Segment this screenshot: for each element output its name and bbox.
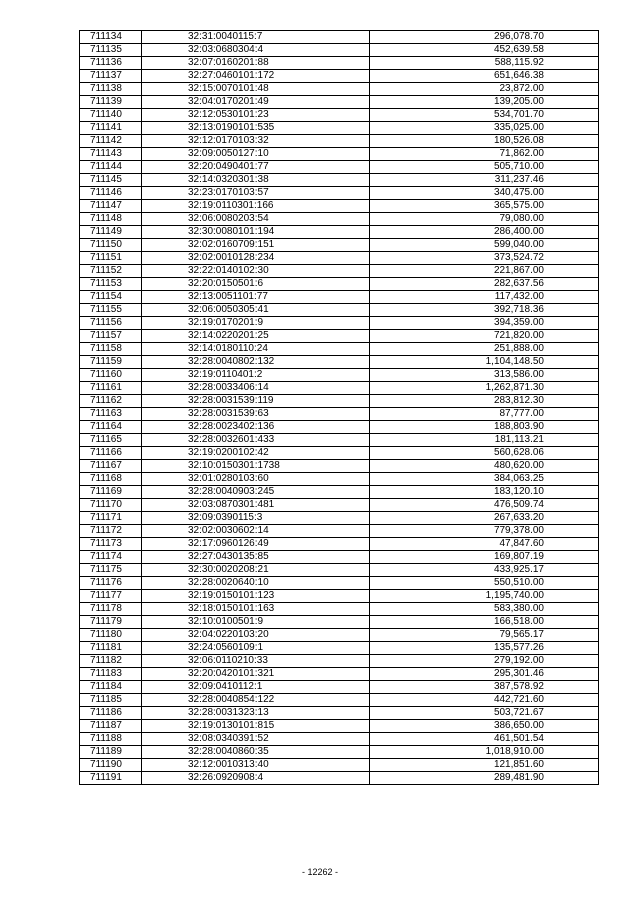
cadastral-number-cell: 32:19:0110301:166 <box>142 200 370 213</box>
table-row <box>80 421 599 434</box>
table-row <box>80 252 599 265</box>
amount-cell: 1,104,148.50 <box>370 356 599 369</box>
amount-cell: 289,481.90 <box>370 772 599 785</box>
cadastral-number-cell: 32:06:0110210:33 <box>142 655 370 668</box>
cadastral-number-cell: 32:22:0140102:30 <box>142 265 370 278</box>
table-row <box>80 57 599 70</box>
amount-cell: 560,628.06 <box>370 447 599 460</box>
cadastral-number-cell: 32:28:0031323:13 <box>142 707 370 720</box>
row-id-cell: 711137 <box>80 70 142 83</box>
table-row <box>80 356 599 369</box>
cadastral-number-cell: 32:28:0031539:63 <box>142 408 370 421</box>
row-id-cell: 711180 <box>80 629 142 642</box>
table-row <box>80 486 599 499</box>
amount-cell: 779,378.00 <box>370 525 599 538</box>
row-id-cell: 711161 <box>80 382 142 395</box>
row-id-cell: 711139 <box>80 96 142 109</box>
amount-cell: 47,847.60 <box>370 538 599 551</box>
cadastral-number-cell: 32:10:0100501:9 <box>142 616 370 629</box>
amount-cell: 386,650.00 <box>370 720 599 733</box>
amount-cell: 461,501.54 <box>370 733 599 746</box>
cadastral-number-cell: 32:28:0032601:433 <box>142 434 370 447</box>
amount-cell: 188,803.90 <box>370 421 599 434</box>
amount-cell: 71,862.00 <box>370 148 599 161</box>
cadastral-number-cell: 32:14:0320301:38 <box>142 174 370 187</box>
cadastral-number-cell: 32:04:0220103:20 <box>142 629 370 642</box>
amount-cell: 282,637.56 <box>370 278 599 291</box>
data-table <box>79 30 599 785</box>
amount-cell: 221,867.00 <box>370 265 599 278</box>
amount-cell: 387,578.92 <box>370 681 599 694</box>
row-id-cell: 711154 <box>80 291 142 304</box>
row-id-cell: 711169 <box>80 486 142 499</box>
table-row <box>80 603 599 616</box>
row-id-cell: 711179 <box>80 616 142 629</box>
table-row <box>80 577 599 590</box>
row-id-cell: 711174 <box>80 551 142 564</box>
amount-cell: 139,205.00 <box>370 96 599 109</box>
table-row <box>80 408 599 421</box>
table-row <box>80 720 599 733</box>
row-id-cell: 711160 <box>80 369 142 382</box>
table-row <box>80 135 599 148</box>
table-row <box>80 109 599 122</box>
row-id-cell: 711184 <box>80 681 142 694</box>
cadastral-number-cell: 32:26:0920908:4 <box>142 772 370 785</box>
cadastral-number-cell: 32:31:0040115:7 <box>142 31 370 44</box>
cadastral-number-cell: 32:28:0020640:10 <box>142 577 370 590</box>
table-row <box>80 317 599 330</box>
amount-cell: 180,526.08 <box>370 135 599 148</box>
cadastral-number-cell: 32:28:0031539:119 <box>142 395 370 408</box>
cadastral-number-cell: 32:27:0430135:85 <box>142 551 370 564</box>
row-id-cell: 711152 <box>80 265 142 278</box>
table-row <box>80 343 599 356</box>
table-row <box>80 694 599 707</box>
amount-cell: 433,925.17 <box>370 564 599 577</box>
amount-cell: 583,380.00 <box>370 603 599 616</box>
table-row <box>80 590 599 603</box>
table-row <box>80 44 599 57</box>
cadastral-number-cell: 32:19:0110401:2 <box>142 369 370 382</box>
cadastral-number-cell: 32:04:0170201:49 <box>142 96 370 109</box>
amount-cell: 79,565.17 <box>370 629 599 642</box>
row-id-cell: 711156 <box>80 317 142 330</box>
table-row <box>80 733 599 746</box>
table-row <box>80 642 599 655</box>
table-row <box>80 96 599 109</box>
row-id-cell: 711151 <box>80 252 142 265</box>
cadastral-number-cell: 32:19:0130101:815 <box>142 720 370 733</box>
table-row <box>80 330 599 343</box>
table-row <box>80 434 599 447</box>
table-row <box>80 31 599 44</box>
cadastral-number-cell: 32:08:0340391:52 <box>142 733 370 746</box>
row-id-cell: 711181 <box>80 642 142 655</box>
row-id-cell: 711144 <box>80 161 142 174</box>
row-id-cell: 711138 <box>80 83 142 96</box>
amount-cell: 311,237.46 <box>370 174 599 187</box>
row-id-cell: 711185 <box>80 694 142 707</box>
row-id-cell: 711167 <box>80 460 142 473</box>
amount-cell: 651,646.38 <box>370 70 599 83</box>
cadastral-number-cell: 32:12:0170103:32 <box>142 135 370 148</box>
cadastral-number-cell: 32:02:0030602:14 <box>142 525 370 538</box>
amount-cell: 505,710.00 <box>370 161 599 174</box>
table-row <box>80 187 599 200</box>
row-id-cell: 711164 <box>80 421 142 434</box>
table-row <box>80 499 599 512</box>
amount-cell: 87,777.00 <box>370 408 599 421</box>
cadastral-number-cell: 32:13:0051101:77 <box>142 291 370 304</box>
cadastral-number-cell: 32:28:0040903:245 <box>142 486 370 499</box>
table-row <box>80 148 599 161</box>
amount-cell: 296,078.70 <box>370 31 599 44</box>
row-id-cell: 711178 <box>80 603 142 616</box>
cadastral-number-cell: 32:15:0070101:48 <box>142 83 370 96</box>
amount-cell: 335,025.00 <box>370 122 599 135</box>
cadastral-number-cell: 32:20:0420101:321 <box>142 668 370 681</box>
table-row <box>80 213 599 226</box>
row-id-cell: 711175 <box>80 564 142 577</box>
amount-cell: 117,432.00 <box>370 291 599 304</box>
amount-cell: 79,080.00 <box>370 213 599 226</box>
row-id-cell: 711189 <box>80 746 142 759</box>
row-id-cell: 711136 <box>80 57 142 70</box>
table-row <box>80 174 599 187</box>
cadastral-number-cell: 32:28:0040854:122 <box>142 694 370 707</box>
table-row <box>80 629 599 642</box>
cadastral-number-cell: 32:17:0960126:49 <box>142 538 370 551</box>
cadastral-number-cell: 32:24:0560109:1 <box>142 642 370 655</box>
row-id-cell: 711170 <box>80 499 142 512</box>
cadastral-number-cell: 32:19:0200102:42 <box>142 447 370 460</box>
cadastral-number-cell: 32:01:0280103:60 <box>142 473 370 486</box>
amount-cell: 476,509.74 <box>370 499 599 512</box>
row-id-cell: 711191 <box>80 772 142 785</box>
amount-cell: 384,063.25 <box>370 473 599 486</box>
cadastral-number-cell: 32:30:0020208:21 <box>142 564 370 577</box>
amount-cell: 121,851.60 <box>370 759 599 772</box>
amount-cell: 365,575.00 <box>370 200 599 213</box>
row-id-cell: 711141 <box>80 122 142 135</box>
cadastral-number-cell: 32:12:0530101:23 <box>142 109 370 122</box>
cadastral-number-cell: 32:20:0490401:77 <box>142 161 370 174</box>
cadastral-number-cell: 32:07:0160201:88 <box>142 57 370 70</box>
row-id-cell: 711177 <box>80 590 142 603</box>
amount-cell: 480,620.00 <box>370 460 599 473</box>
cadastral-number-cell: 32:20:0150501:6 <box>142 278 370 291</box>
cadastral-number-cell: 32:28:0023402:136 <box>142 421 370 434</box>
row-id-cell: 711190 <box>80 759 142 772</box>
cadastral-number-cell: 32:03:0680304:4 <box>142 44 370 57</box>
row-id-cell: 711182 <box>80 655 142 668</box>
table-row <box>80 512 599 525</box>
table-body <box>80 31 599 785</box>
amount-cell: 503,721.67 <box>370 707 599 720</box>
table-row <box>80 395 599 408</box>
row-id-cell: 711162 <box>80 395 142 408</box>
table-row <box>80 525 599 538</box>
amount-cell: 279,192.00 <box>370 655 599 668</box>
table-row <box>80 473 599 486</box>
amount-cell: 251,888.00 <box>370 343 599 356</box>
row-id-cell: 711188 <box>80 733 142 746</box>
row-id-cell: 711142 <box>80 135 142 148</box>
table-row <box>80 655 599 668</box>
amount-cell: 1,018,910.00 <box>370 746 599 759</box>
table-row <box>80 551 599 564</box>
table-row <box>80 447 599 460</box>
row-id-cell: 711135 <box>80 44 142 57</box>
row-id-cell: 711165 <box>80 434 142 447</box>
amount-cell: 1,195,740.00 <box>370 590 599 603</box>
table-row <box>80 226 599 239</box>
row-id-cell: 711166 <box>80 447 142 460</box>
amount-cell: 283,812.30 <box>370 395 599 408</box>
row-id-cell: 711157 <box>80 330 142 343</box>
cadastral-number-cell: 32:28:0040860:35 <box>142 746 370 759</box>
table-row <box>80 122 599 135</box>
table-row <box>80 200 599 213</box>
row-id-cell: 711134 <box>80 31 142 44</box>
row-id-cell: 711171 <box>80 512 142 525</box>
table-row <box>80 278 599 291</box>
cadastral-number-cell: 32:14:0180110:24 <box>142 343 370 356</box>
row-id-cell: 711147 <box>80 200 142 213</box>
amount-cell: 394,359.00 <box>370 317 599 330</box>
table-row <box>80 707 599 720</box>
amount-cell: 550,510.00 <box>370 577 599 590</box>
table-row <box>80 291 599 304</box>
amount-cell: 392,718.36 <box>370 304 599 317</box>
table-row <box>80 759 599 772</box>
row-id-cell: 711148 <box>80 213 142 226</box>
cadastral-number-cell: 32:14:0220201:25 <box>142 330 370 343</box>
amount-cell: 599,040.00 <box>370 239 599 252</box>
page-number: - 12262 - <box>301 867 339 877</box>
cadastral-number-cell: 32:06:0050305:41 <box>142 304 370 317</box>
cadastral-number-cell: 32:19:0170201:9 <box>142 317 370 330</box>
cadastral-number-cell: 32:02:0160709:151 <box>142 239 370 252</box>
table-row <box>80 564 599 577</box>
amount-cell: 23,872.00 <box>370 83 599 96</box>
amount-cell: 721,820.00 <box>370 330 599 343</box>
row-id-cell: 711140 <box>80 109 142 122</box>
amount-cell: 169,807.19 <box>370 551 599 564</box>
row-id-cell: 711163 <box>80 408 142 421</box>
row-id-cell: 711149 <box>80 226 142 239</box>
amount-cell: 286,400.00 <box>370 226 599 239</box>
table-row <box>80 382 599 395</box>
cadastral-number-cell: 32:12:0010313:40 <box>142 759 370 772</box>
amount-cell: 166,518.00 <box>370 616 599 629</box>
row-id-cell: 711159 <box>80 356 142 369</box>
row-id-cell: 711172 <box>80 525 142 538</box>
amount-cell: 183,120.10 <box>370 486 599 499</box>
table-row <box>80 83 599 96</box>
cadastral-number-cell: 32:02:0010128:234 <box>142 252 370 265</box>
cadastral-number-cell: 32:13:0190101:535 <box>142 122 370 135</box>
table-row <box>80 746 599 759</box>
amount-cell: 313,586.00 <box>370 369 599 382</box>
row-id-cell: 711176 <box>80 577 142 590</box>
cadastral-number-cell: 32:27:0460101:172 <box>142 70 370 83</box>
table-row <box>80 265 599 278</box>
table-row <box>80 239 599 252</box>
amount-cell: 442,721.60 <box>370 694 599 707</box>
amount-cell: 135,577.26 <box>370 642 599 655</box>
amount-cell: 452,639.58 <box>370 44 599 57</box>
amount-cell: 534,701.70 <box>370 109 599 122</box>
table-row <box>80 161 599 174</box>
cadastral-number-cell: 32:09:0390115:3 <box>142 512 370 525</box>
cadastral-number-cell: 32:30:0080101:194 <box>142 226 370 239</box>
cadastral-number-cell: 32:23:0170103:57 <box>142 187 370 200</box>
cadastral-number-cell: 32:28:0040802:132 <box>142 356 370 369</box>
table-row <box>80 304 599 317</box>
amount-cell: 340,475.00 <box>370 187 599 200</box>
amount-cell: 295,301.46 <box>370 668 599 681</box>
table-row <box>80 70 599 83</box>
table-row <box>80 616 599 629</box>
table-row <box>80 668 599 681</box>
amount-cell: 267,633.20 <box>370 512 599 525</box>
cadastral-number-cell: 32:06:0080203:54 <box>142 213 370 226</box>
amount-cell: 588,115.92 <box>370 57 599 70</box>
row-id-cell: 711143 <box>80 148 142 161</box>
row-id-cell: 711183 <box>80 668 142 681</box>
row-id-cell: 711153 <box>80 278 142 291</box>
cadastral-number-cell: 32:28:0033406:14 <box>142 382 370 395</box>
table-row <box>80 369 599 382</box>
row-id-cell: 711186 <box>80 707 142 720</box>
table-row <box>80 538 599 551</box>
row-id-cell: 711187 <box>80 720 142 733</box>
row-id-cell: 711145 <box>80 174 142 187</box>
cadastral-number-cell: 32:09:0410112:1 <box>142 681 370 694</box>
cadastral-number-cell: 32:10:0150301:1738 <box>142 460 370 473</box>
table-row <box>80 460 599 473</box>
amount-cell: 181,113.21 <box>370 434 599 447</box>
amount-cell: 1,262,871.30 <box>370 382 599 395</box>
cadastral-number-cell: 32:03:0870301:481 <box>142 499 370 512</box>
cadastral-number-cell: 32:18:0150101:163 <box>142 603 370 616</box>
row-id-cell: 711146 <box>80 187 142 200</box>
amount-cell: 373,524.72 <box>370 252 599 265</box>
table-row <box>80 681 599 694</box>
row-id-cell: 711158 <box>80 343 142 356</box>
cadastral-number-cell: 32:09:0050127:10 <box>142 148 370 161</box>
table-row <box>80 772 599 785</box>
row-id-cell: 711155 <box>80 304 142 317</box>
row-id-cell: 711150 <box>80 239 142 252</box>
row-id-cell: 711173 <box>80 538 142 551</box>
cadastral-number-cell: 32:19:0150101:123 <box>142 590 370 603</box>
row-id-cell: 711168 <box>80 473 142 486</box>
